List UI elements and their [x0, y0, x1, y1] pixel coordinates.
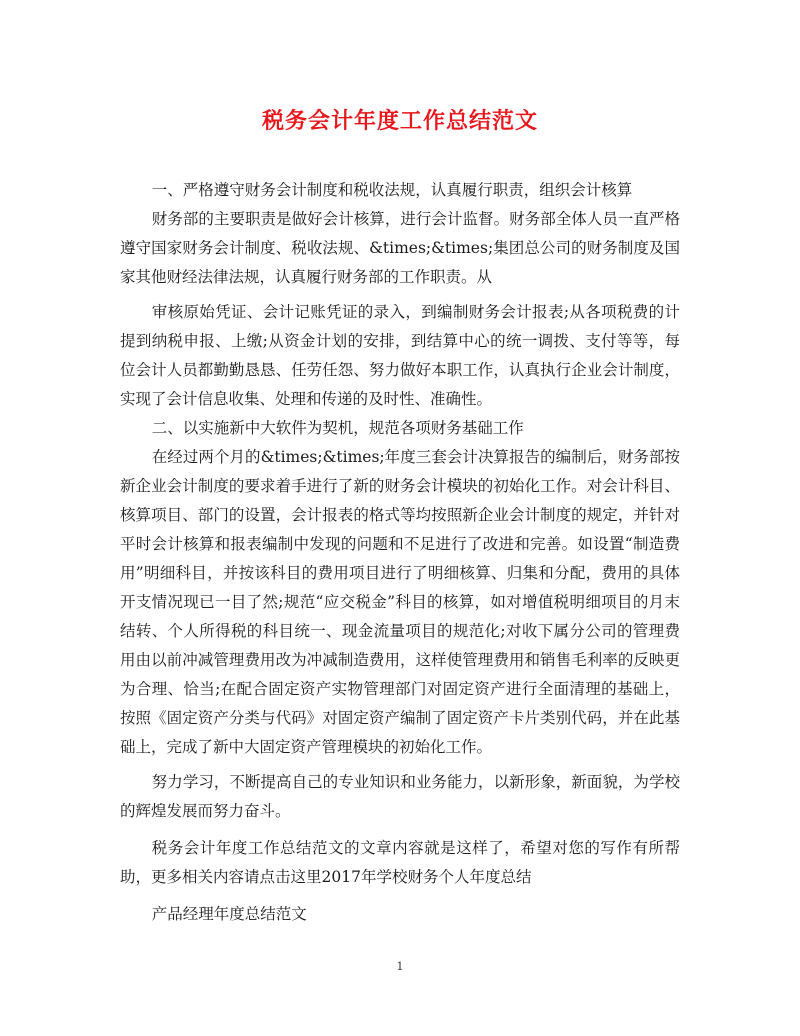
body-paragraph: 努力学习，不断提高自己的专业知识和业务能力，以新形象，新面貌，为学校的辉煌发展而努力奋斗。 [120, 773, 680, 820]
closing-paragraph: 税务会计年度工作总结范文的文章内容就是这样了，希望对您的写作有所帮助，更多相关内容请点击这里2017年学校财务个人年度总结 [120, 839, 680, 886]
section-heading-1: 一、严格遵守财务会计制度和税收法规，认真履行职责，组织会计核算 [151, 181, 633, 199]
page-number: 1 [396, 960, 404, 973]
document-title: 税务会计年度工作总结范文 [261, 108, 538, 134]
section-heading-2: 二、以实施新中大软件为契机，规范各项财务基础工作 [151, 419, 524, 437]
body-paragraph: 财务部的主要职责是做好会计核算，进行会计监督。财务部全体人员一直严格遵守国家财务会计制度、税收法规、&times;&times;集团总公司的财务制度及国家其他财经法律法规，认真履行财务部的工作职责。从 [120, 210, 680, 286]
body-paragraph: 审核原始凭证、会计记账凭证的录入，到编制财务会计报表;从各项税费的计提到纳税申报、上缴;从资金计划的安排，到结算中心的统一调拨、支付等等，每位会计人员都勤勤恳恳、任劳任怨、努力做好本职工作，认真执行企业会计制度，实现了会计信息收集、处理和传递的及时性、准确性。 [120, 303, 680, 408]
related-article-link[interactable]: 产品经理年度总结范文 [151, 905, 307, 923]
body-paragraph: 在经过两个月的&times;&times;年度三套会计决算报告的编制后，财务部按新企业会计制度的要求着手进行了新的财务会计模块的初始化工作。对会计科目、核算项目、部门的设置，会计报表的格式等均按照新企业会计制度的规定，并针对平时会计核算和报表编制中发现的问题和不足进行了改进和完善。如设置“制造费用”明细科目，并按该科目的费用项目进行了明细核算、归集和分配，费用的具体开支情况现已一目了然;规范“应交税金”科目的核算，如对增值税明细项目的月末结转、个人所得税的科目统一、现金流量项目的规范化;对收下属分公司的管理费用由以前冲减管理费用改为冲减制造费用，这样使管理费用和销售毛利率的反映更为合理、恰当;在配合固定资产实物管理部门对固定资产进行全面清理的基础上，按照《固定资产分类与代码》对固定资产编制了固定资产卡片类别代码，并在此基础上，完成了新中大固定资产管理模块的初始化工作。 [120, 448, 680, 756]
document-body [120, 176, 680, 929]
